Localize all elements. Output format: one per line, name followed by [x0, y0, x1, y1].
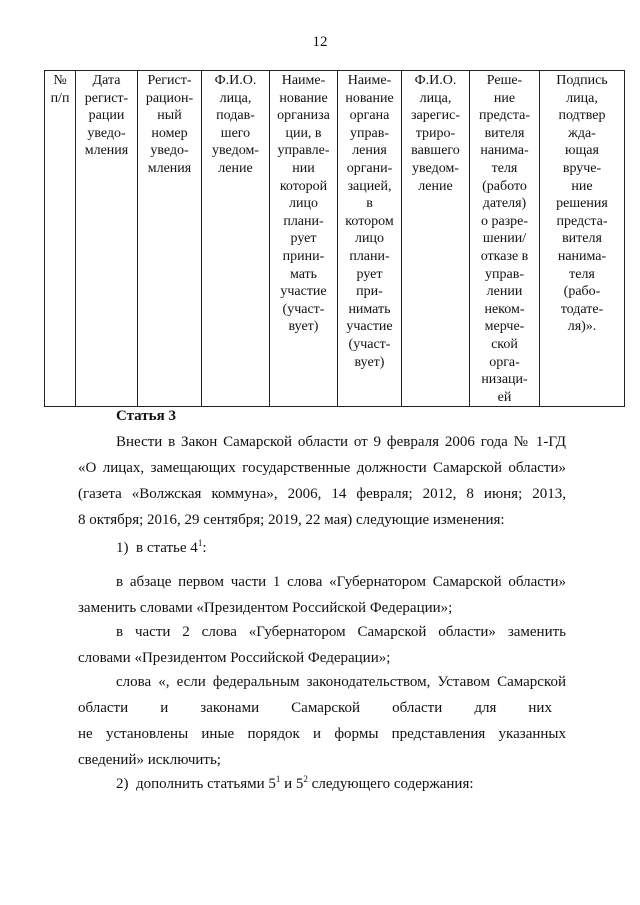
intro-line: Внести в Закон Самарской области от 9 февраля 2006 года № 1-ГД [116, 434, 566, 450]
item-1: 1) в статье $4^1$: [116, 538, 207, 556]
col-number: № п/п [45, 71, 76, 407]
table-header-row [45, 71, 625, 407]
item-1-sup: 1 [197, 538, 203, 548]
intro-line: «О лицах, замещающих государственные должности Самарской области» [78, 460, 566, 476]
col-registration-number: Регист- рацион- ный номер уведо- мления [138, 71, 202, 407]
page-number: 12 [312, 34, 328, 50]
article-intro [78, 432, 566, 536]
spread-line: области и законами Самарской области для них [78, 700, 552, 716]
item-2-number: 2) [116, 776, 129, 792]
col-organization-name: Наиме- нование организа ции, в управле- нии которой лицо плани- рует прини- мать участие (участ- вует) [270, 71, 338, 407]
article-heading: Статья 3 [116, 408, 176, 424]
col-management-body: Наиме- нование органа управ- ления органи- зацией, в котором лицо плани- рует при- нимать участие (участ- вует) [338, 71, 402, 407]
paragraph-1: в абзаце первом части 1 слова «Губернатором Самарской области» заменить словами «Президентом Российской Федерации»; [78, 574, 566, 616]
intro-line: (газета «Волжская коммуна», 2006, 14 февраля; 2012, 8 июня; 2013, [78, 486, 566, 502]
col-registrar-name: Ф.И.О. лица, зарегис- триро- вавшего уведом- ление [402, 71, 470, 407]
item-1-number: 1) [116, 540, 129, 556]
col-registration-date: Дата регист- рации уведо- мления [76, 71, 138, 407]
paragraph-2: в части 2 слова «Губернатором Самарской области» заменить словами «Президентом Российской Федерации»; [78, 624, 566, 666]
item-1-text: в статье 4 [136, 540, 198, 556]
col-signature: Подпись лица, подтвер жда- ющая вруче- ние решения предста- вителя нанима- теля (рабо- тодате- ля)». [540, 71, 625, 407]
item-2: 2) дополнить статьями $5^1$ и $5^2$ следующего содержания: [116, 774, 474, 792]
notification-register-table [44, 70, 625, 407]
col-employer-decision: Реше- ние предста- вителя нанима- теля (работо дателя) о разре- шении/ отказе в управ- лении неком- мерче- ской орга- низаци- ей [470, 71, 540, 407]
paragraph-3: слова «, если федеральным законодательством, Уставом Самарской области и законами Самарской области для них не установлены иные порядок и формы представления указанных сведений» исключить; [78, 674, 566, 768]
col-submitter-name: Ф.И.О. лица, подав- шего уведом- ление [202, 71, 270, 407]
intro-line: 8 октября; 2016, 29 сентября; 2019, 22 мая) следующие изменения: [78, 512, 505, 528]
